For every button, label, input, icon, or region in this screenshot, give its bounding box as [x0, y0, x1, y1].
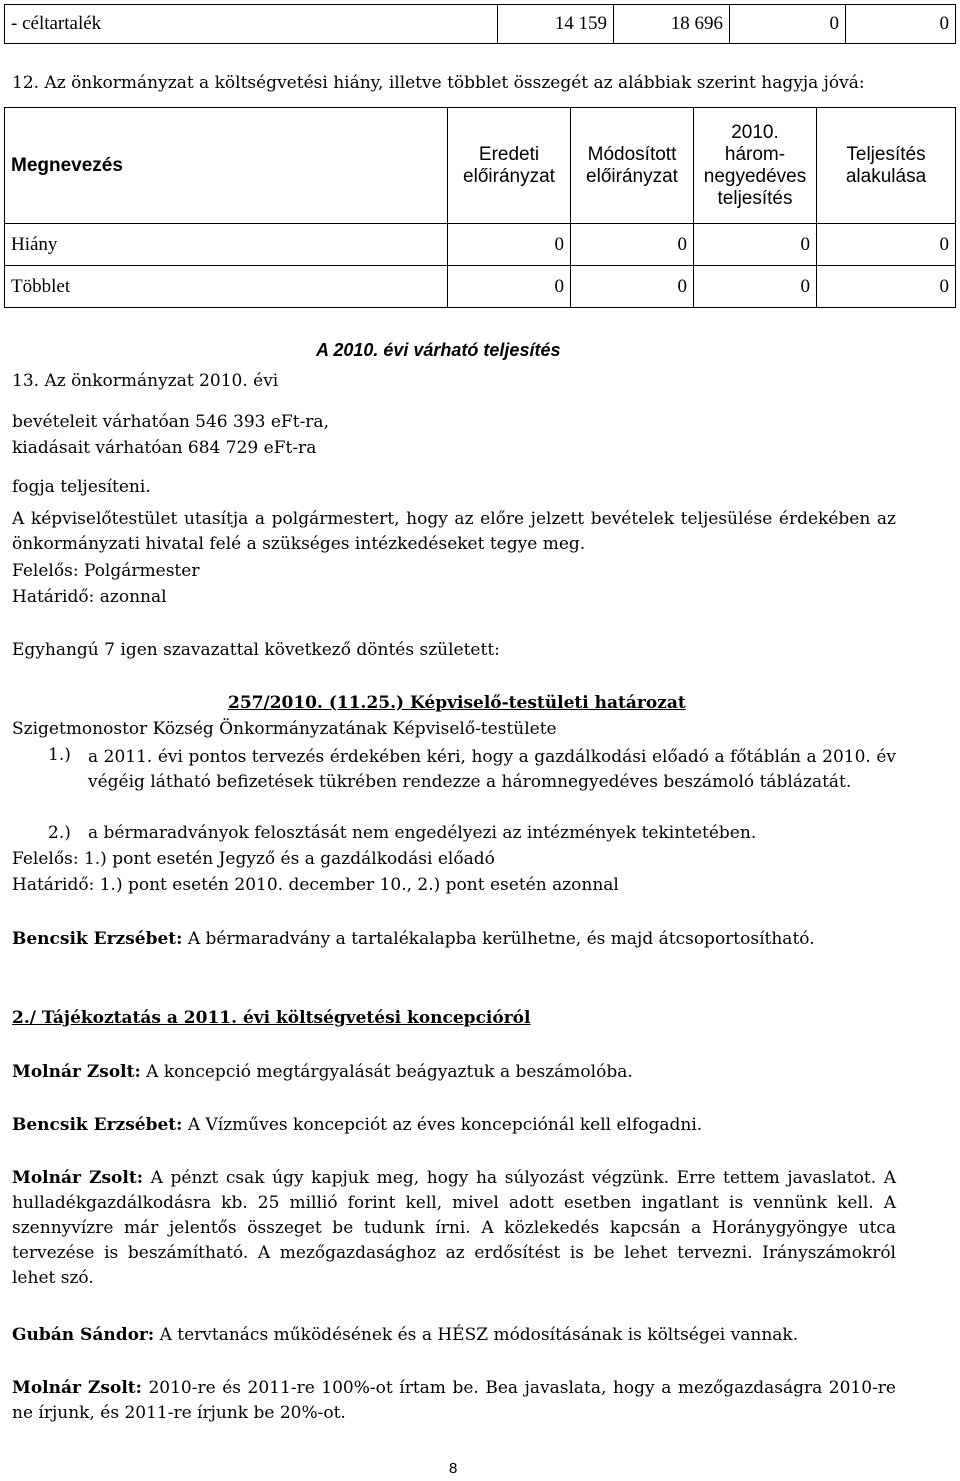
speaker-name: Molnár Zsolt: — [12, 1062, 141, 1082]
header-line: alakulása — [845, 165, 927, 187]
header-line: három- — [724, 143, 786, 165]
item-13-line1: bevételeit várhatóan 546 393 eFt-ra, — [12, 412, 329, 432]
header-line: Teljesítés — [846, 143, 926, 165]
table-row — [5, 5, 956, 44]
page-number: 8 — [449, 1460, 458, 1477]
cell: 0 — [694, 266, 817, 308]
deficit-table — [4, 107, 956, 308]
reserve-table — [4, 4, 956, 44]
item-13-line2: kiadásait várhatóan 684 729 eFt-ra — [12, 438, 317, 458]
statement-text: A bérmaradvány a tartalékalapba kerülhetne, és majd átcsoportosítható. — [182, 929, 815, 949]
header-line: Eredeti — [478, 143, 540, 165]
item-13-lead: 13. Az önkormányzat 2010. évi — [12, 371, 279, 391]
cell: 0 — [817, 224, 956, 266]
speaker-name: Gubán Sándor: — [12, 1325, 155, 1345]
header-modositott — [571, 108, 694, 224]
item-12: 12. Az önkormányzat a költségvetési hiány, illetve többlet összegét az alábbiak szerint hagyja jóvá: — [12, 73, 865, 93]
item-13-tail: fogja teljesíteni. — [12, 477, 151, 497]
statement-text: 2010-re és 2011-re 100%-ot írtam be. Bea javaslata, hogy a mezőgazdaságra 2010-re ne írjunk, és 2011-re írjunk be 20%-ot. — [12, 1378, 896, 1423]
header-megnevezes: Megnevezés — [5, 108, 448, 224]
speaker-name: Bencsik Erzsébet: — [12, 1115, 183, 1135]
cell: 0 — [694, 224, 817, 266]
resolution-body: Szigetmonostor Község Önkormányzatának Képviselő-testülete — [12, 719, 557, 739]
header-line: teljesítés — [717, 187, 793, 209]
cell: 14 159 — [498, 5, 614, 44]
header-eredeti — [448, 108, 571, 224]
resolution-responsible: Felelős: 1.) pont esetén Jegyző és a gazdálkodási előadó — [12, 849, 495, 869]
cell: 0 — [571, 266, 694, 308]
resolution-item-number: 2.) — [48, 823, 71, 843]
header-harom — [694, 108, 817, 224]
resolution-item: a 2011. évi pontos tervezés érdekében kéri, hogy a gazdálkodási előadó a főtáblán a 2010. év végéig látható befizetések tükrében rendezze a háromnegyedéves beszámoló táblázatát. — [88, 747, 896, 792]
resolution-title: 257/2010. (11.25.) Képviselő-testületi határozat — [228, 693, 686, 713]
header-line: Módosított — [587, 143, 677, 165]
header-line: előirányzat — [586, 165, 678, 187]
vote-text: Egyhangú 7 igen szavazattal következő döntés született: — [12, 640, 500, 660]
cell: 0 — [846, 5, 956, 44]
cell: 0 — [448, 224, 571, 266]
statement-text: A tervtanács működésének és a HÉSZ módosításának is költségei vannak. — [154, 1325, 799, 1345]
resolution-item: a bérmaradványok felosztását nem engedélyezi az intézmények tekintetében. — [88, 823, 757, 843]
header-teljesites — [817, 108, 956, 224]
statement — [12, 1060, 896, 1085]
cell: 18 696 — [614, 5, 730, 44]
section-title: 2./ Tájékoztatás a 2011. évi költségvetési koncepcióról — [12, 1008, 531, 1028]
table-header-row — [5, 108, 956, 224]
cell: 0 — [571, 224, 694, 266]
header-line: előirányzat — [463, 165, 555, 187]
responsible: Felelős: Polgármester — [12, 561, 200, 581]
item-13-heading: A 2010. évi várható teljesítés — [316, 340, 561, 360]
row-label: Hiány — [5, 224, 448, 266]
statement — [12, 1113, 896, 1138]
statement-text: A pénzt csak úgy kapjuk meg, hogy ha súlyozást végzünk. Erre tettem javaslatot. A hulladékgazdálkodásra kb. 25 millió forint kell, mivel adott esetben ingatlant is vennünk kell. A szennyvízre már jelentős összeget be tudunk írni. A közlekedés kapcsán a Horánygyöngye utca tervezése is beszámítható. A mezőgazdasághoz az erdősítést is be lehet tervezni. Irányszámokról lehet szó. — [12, 1168, 897, 1288]
cell: 0 — [448, 266, 571, 308]
paragraph: A képviselőtestület utasítja a polgármestert, hogy az előre jelzett bevételek teljesülése érdekében az önkormányzati hivatal felé a szükséges intézkedéseket tegye meg. — [12, 509, 896, 554]
deadline: Határidő: azonnal — [12, 587, 167, 607]
table-row — [5, 266, 956, 308]
speaker-name: Molnár Zsolt: — [12, 1378, 142, 1398]
row-label: - céltartalék — [5, 5, 498, 44]
table-row — [5, 224, 956, 266]
cell: 0 — [730, 5, 846, 44]
speaker-name: Bencsik Erzsébet: — [12, 929, 183, 949]
statement-text: A Vízműves koncepciót az éves koncepciónál kell elfogadni. — [182, 1115, 703, 1135]
resolution-item-number: 1.) — [48, 745, 71, 765]
statement-text: A koncepció megtárgyalását beágyaztuk a beszámolóba. — [140, 1062, 633, 1082]
speaker-name: Molnár Zsolt: — [12, 1168, 143, 1188]
cell: 0 — [817, 266, 956, 308]
statement — [12, 1376, 896, 1426]
statement — [12, 1166, 896, 1291]
header-line: 2010. — [731, 121, 779, 143]
row-label: Többlet — [5, 266, 448, 308]
statement — [12, 929, 815, 949]
header-line: negyedéves — [703, 165, 807, 187]
statement — [12, 1323, 896, 1348]
resolution-deadline: Határidő: 1.) pont esetén 2010. december 10., 2.) pont esetén azonnal — [12, 875, 619, 895]
